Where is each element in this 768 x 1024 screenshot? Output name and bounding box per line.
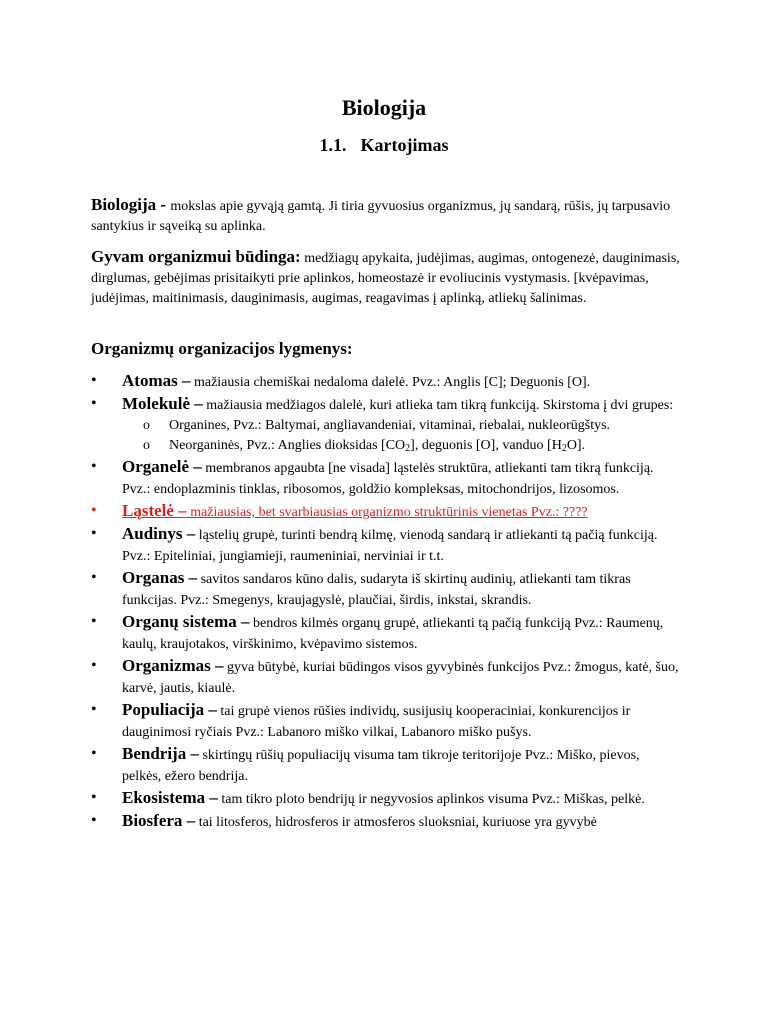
- list-item-term: Populiacija –: [122, 700, 217, 719]
- bullet-icon: •: [91, 657, 97, 674]
- list-item: [91, 523, 681, 567]
- bullet-icon: •: [91, 372, 97, 389]
- paragraph-dash: -: [156, 195, 171, 214]
- list-item: [91, 370, 681, 393]
- list-item-term: Organų sistema –: [122, 612, 250, 631]
- section-title: Kartojimas: [360, 135, 449, 155]
- subscript: 2: [561, 443, 567, 454]
- sub-list-item-text: Organines, Pvz.: Baltymai, angliavandeniai, vitaminai, riebalai, nukleorūgštys.: [169, 418, 611, 433]
- text-part: O].: [566, 438, 586, 453]
- list-item-term: Audinys –: [122, 524, 196, 543]
- list-item-term: Organizmas –: [122, 656, 224, 675]
- characteristics-paragraph: [91, 247, 681, 309]
- list-item-term: Ekosistema –: [122, 788, 218, 807]
- list-item: [91, 611, 681, 655]
- paragraph-term: Gyvam organizmui būdinga:: [91, 247, 301, 266]
- list-item-text: gyva būtybė, kuriai būdingos visos gyvybinės funkcijos Pvz.: žmogus, katė, šuo, karvė, jautis, kiaulė.: [122, 660, 679, 696]
- text-part: ], deguonis [O], vanduo [H: [410, 438, 562, 453]
- bullet-icon: •: [91, 745, 97, 762]
- sub-list-item: [122, 416, 681, 436]
- text-part: Neorganinės, Pvz.: Anglies dioksidas [CO: [169, 438, 406, 453]
- circle-bullet-icon: o: [143, 438, 150, 453]
- list-item-term: Atomas –: [122, 371, 191, 390]
- sub-list-item-text: [169, 438, 585, 453]
- list-item: [91, 787, 681, 810]
- list-item-term: Molekulė –: [122, 394, 203, 413]
- list-item-text: savitos sandaros kūno dalis, sudaryta iš skirtinų audinių, atliekanti tam tikras funkcijas. Pvz.: Smegenys, kraujagyslė, plaučiai, širdis, inkstai, skrandis.: [122, 572, 631, 608]
- bullet-icon: •: [91, 395, 97, 412]
- bullet-icon: •: [91, 525, 97, 542]
- list-item-text: tai litosferos, hidrosferos ir atmosferos sluoksniai, kuriuose yra gyvybė: [198, 815, 597, 830]
- bullet-icon: •: [91, 502, 97, 519]
- list-item: [91, 456, 681, 500]
- list-item-text: bendros kilmės organų grupė, atliekanti tą pačią funkciją Pvz.: Raumenų, kaulų, kraujotakos, virškinimo, kvėpavimo sistemos.: [122, 616, 664, 652]
- section-heading: [0, 133, 768, 157]
- list-item-text: mažiausias, bet svarbiausias organizmo struktūrinis vienetas Pvz.: ????: [190, 505, 588, 520]
- circle-bullet-icon: o: [143, 418, 150, 433]
- bullet-icon: •: [91, 701, 97, 718]
- list-item: [91, 393, 681, 456]
- paragraph-term: Biologija: [91, 195, 157, 214]
- list-item-term: Bendrija –: [122, 744, 199, 763]
- bullet-icon: •: [91, 789, 97, 806]
- list-item-highlighted: [91, 500, 681, 523]
- section-number: 1.1.: [319, 135, 347, 155]
- list-item: [91, 743, 681, 787]
- list-item-text: skirtingų rūšių populiacijų visuma tam tikroje teritorijoje Pvz.: Miško, pievos, pelkės, ežero bendrija.: [122, 748, 640, 784]
- list-item-text: mažiausia medžiagos dalelė, kuri atlieka tam tikrą funkciją. Skirstoma į dvi grupes:: [206, 398, 674, 413]
- list-item-term: Organas –: [122, 568, 198, 587]
- list-item-text: tam tikro ploto bendrijų ir negyvosios aplinkos visuma Pvz.: Miškas, pelkė.: [221, 792, 645, 807]
- bullet-icon: •: [91, 569, 97, 586]
- list-item-text: ląstelių grupė, turinti bendrą kilmę, vienodą sandarą ir atliekanti tą pačią funkciją. Pvz.: Epiteliniai, jungiamieji, raumeniniai, nerviniai ir t.t.: [122, 528, 658, 564]
- list-item-text: membranos apgaubta [ne visada] ląstelės struktūra, atliekanti tam tikrą funkciją. Pvz.: endoplazminis tinklas, ribosomos, goldžio kompleksas, mitochondrijos, lizosomos.: [122, 461, 654, 497]
- list-item: [91, 655, 681, 699]
- bullet-icon: •: [91, 613, 97, 630]
- paragraph-text: medžiagų apykaita, judėjimas, augimas, ontogenezė, dauginimasis, dirglumas, gebėjimas prisitaikyti prie aplinkos, homeostazė ir evoliucinis vystymasis. [kvėpavimas, judėjimas, maitinimasis, dauginimasis, augimas, reagavimas į aplinką, atliekų šalinimas.: [91, 251, 680, 306]
- subscript: 2: [405, 443, 411, 454]
- list-item-text: mažiausia chemiškai nedaloma dalelė. Pvz.: Anglis [C]; Deguonis [O].: [193, 375, 591, 390]
- sub-list: [122, 416, 681, 456]
- highlighted-text: [122, 501, 588, 520]
- bullet-icon: •: [91, 458, 97, 475]
- definition-paragraph: [91, 195, 681, 237]
- list-item-term: Organelė –: [122, 457, 202, 476]
- sub-list-item: [122, 436, 681, 456]
- organization-levels-list: [91, 370, 681, 833]
- document-title: Biologija: [341, 95, 427, 120]
- paragraph-text: mokslas apie gyvąją gamtą. Ji tiria gyvuosius organizmus, jų sandarą, rūšis, jų tarpusavio santykius ir sąveiką su aplinka.: [91, 199, 671, 234]
- list-item: [91, 567, 681, 611]
- list-item-text: tai grupė vienos rūšies individų, susijusių kooperaciniai, konkurencijos ir dauginimosi ryčiais Pvz.: Labanoro miško vilkai, Labanoro miško pušys.: [122, 704, 631, 740]
- list-item: [91, 810, 681, 833]
- list-item: [91, 699, 681, 743]
- bullet-icon: •: [91, 812, 97, 829]
- list-item-term: Ląstelė –: [122, 501, 187, 520]
- levels-heading: Organizmų organizacijos lygmenys:: [91, 339, 353, 358]
- list-item-term: Biosfera –: [122, 811, 196, 830]
